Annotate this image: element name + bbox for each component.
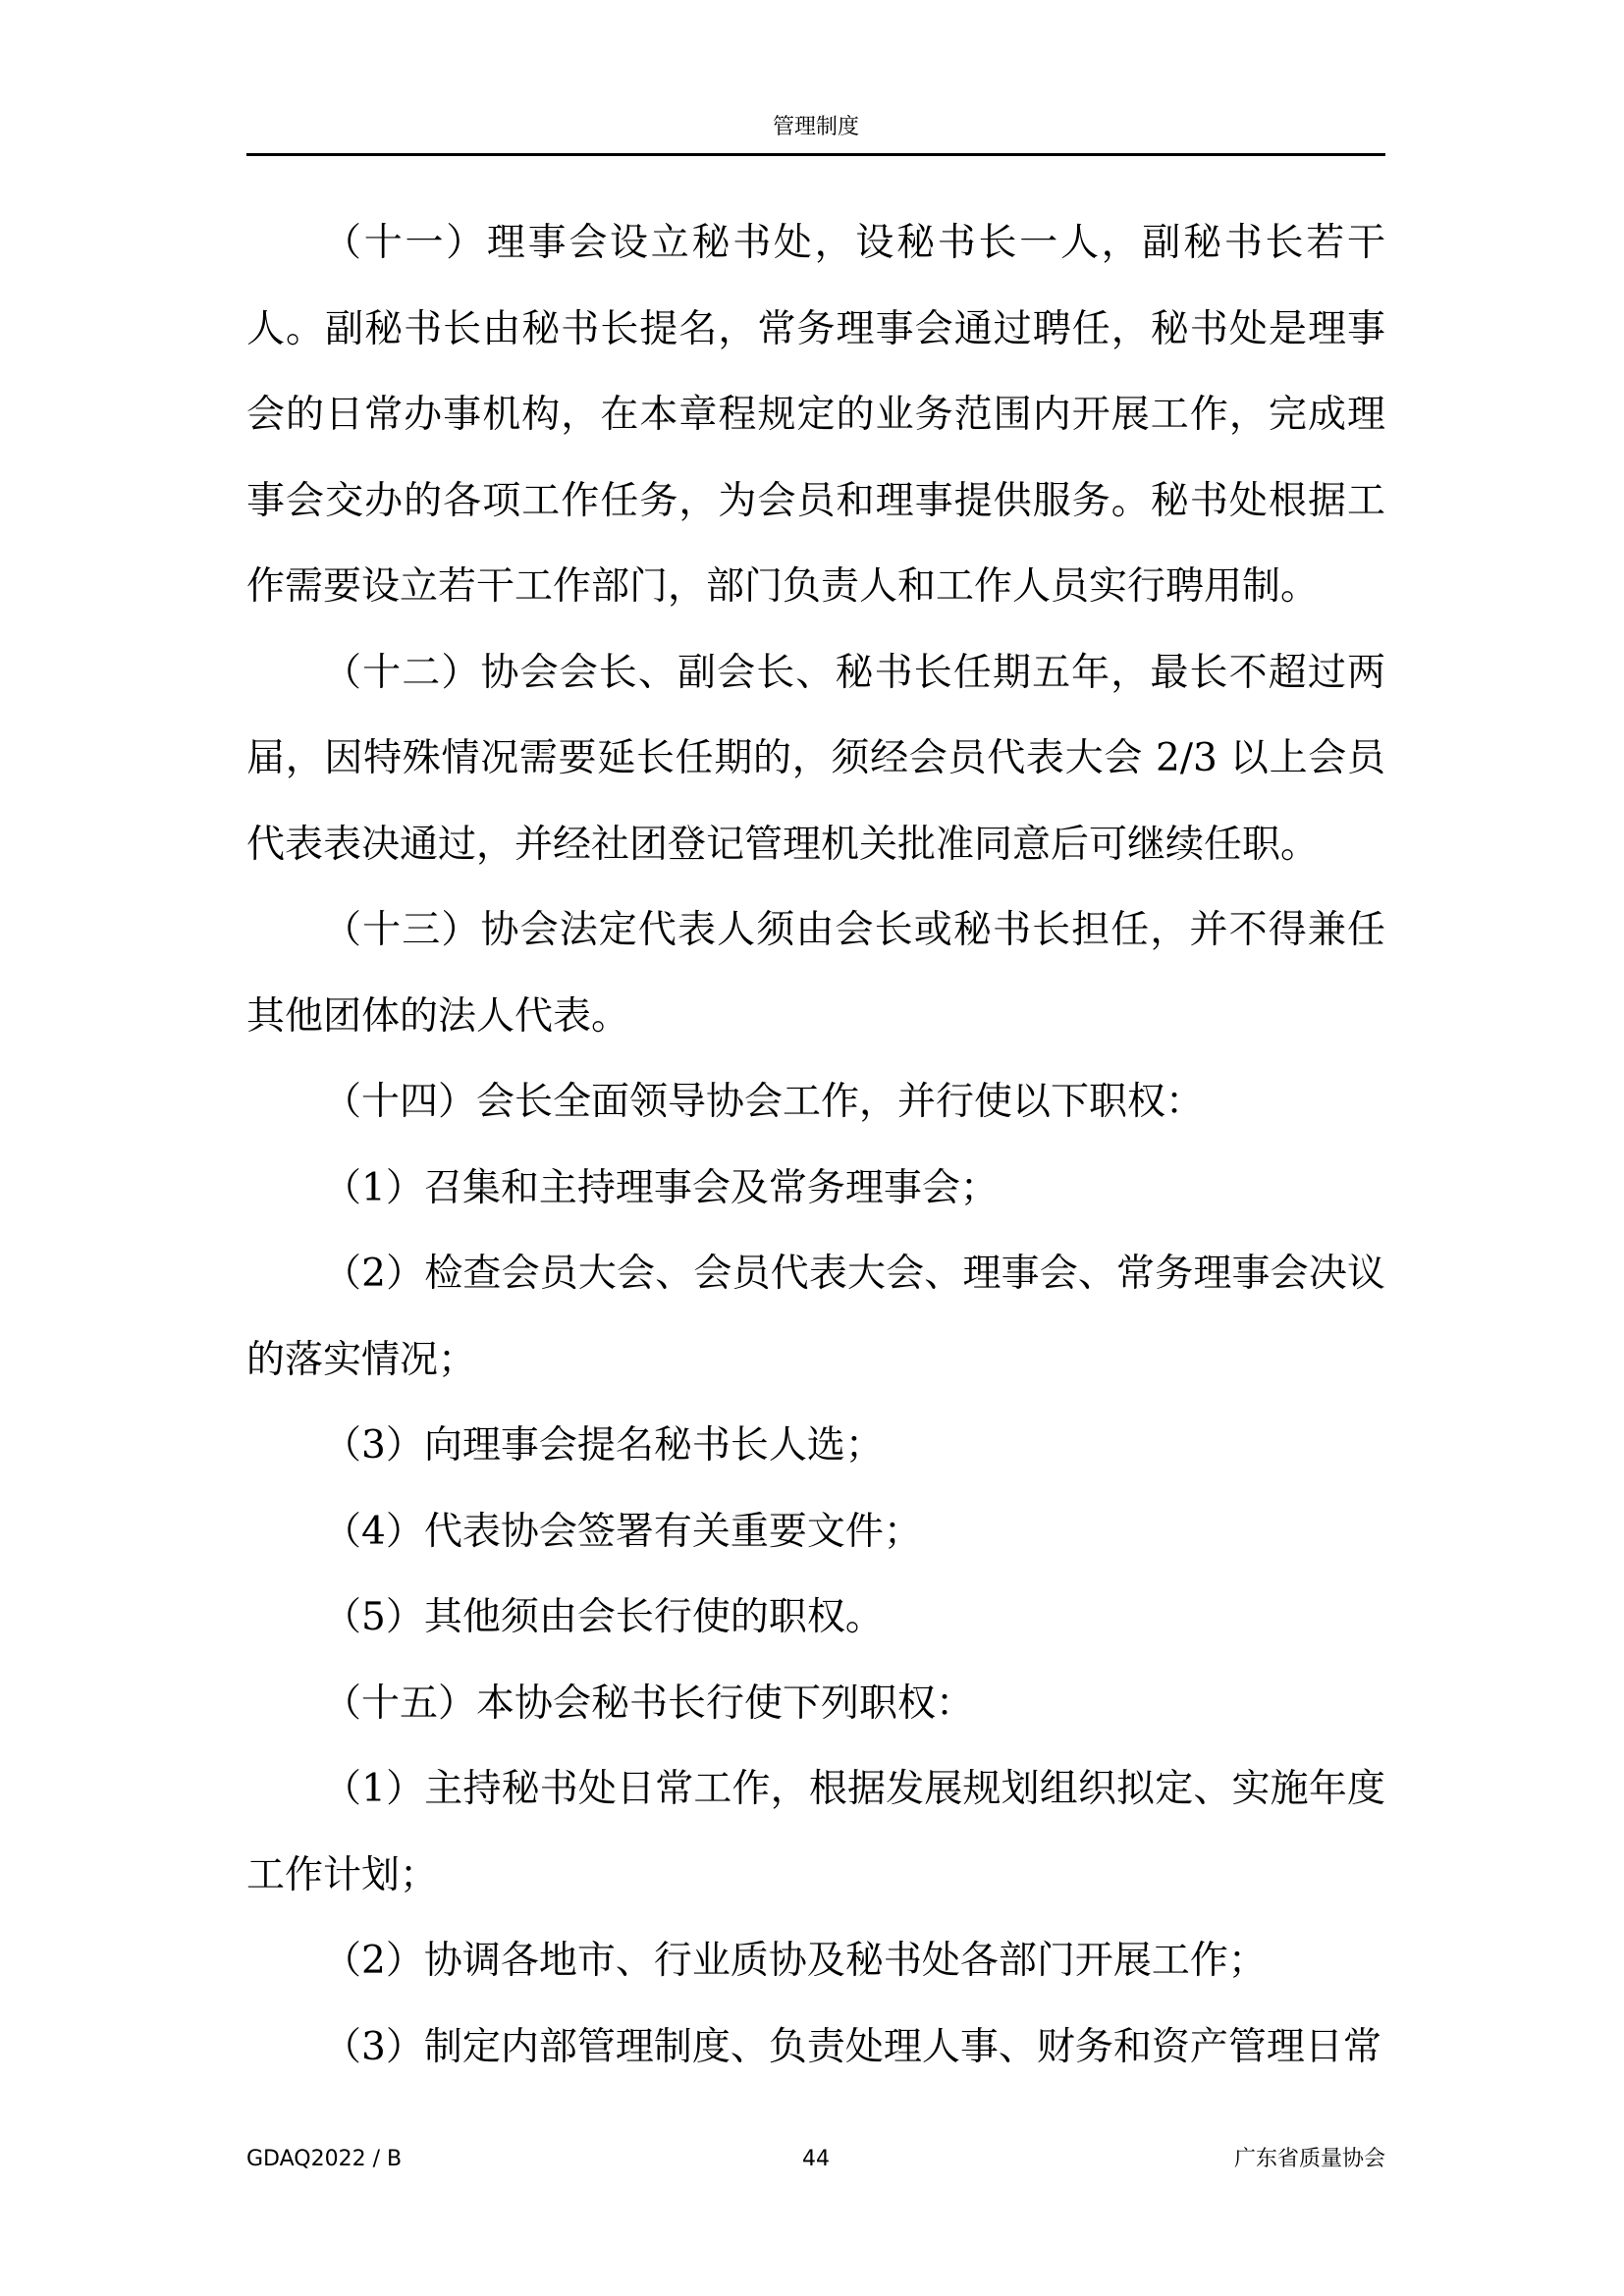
paragraph-15-item-1: （1）主持秘书处日常工作，根据发展规划组织拟定、实施年度工作计划；: [246, 1767, 1385, 1897]
paragraph-13: （十三）协会法定代表人须由会长或秘书长担任，并不得兼任其他团体的法人代表。: [246, 908, 1385, 1039]
paragraph-14-item-3: （3）向理事会提名秘书长人选；: [323, 1423, 884, 1468]
paragraph-15: （十五）本协会秘书长行使下列职权：: [323, 1681, 975, 1726]
paragraph-12: （十二）协会会长、副会长、秘书长任期五年，最长不超过两届，因特殊情况需要延长任期的，须经会员代表大会 2/3 以上会员代表表决通过，并经社团登记管理机关批准同意后可继续任职。: [246, 650, 1385, 867]
paragraph-14-item-2: （2）检查会员大会、会员代表大会、理事会、常务理事会决议的落实情况；: [246, 1252, 1385, 1382]
header-title: 管理制度: [772, 115, 859, 139]
footer-page-number: 44: [802, 2147, 830, 2171]
paragraph-14-item-5: （5）其他须由会长行使的职权。: [323, 1595, 884, 1639]
paragraph-15-item-2: （2）协调各地市、行业质协及秘书处各部门开展工作；: [323, 1939, 1267, 1983]
paragraph-11: （十一）理事会设立秘书处，设秘书长一人，副秘书长若干人。副秘书长由秘书长提名，常务理事会通过聘任，秘书处是理事会的日常办事机构，在本章程规定的业务范围内开展工作，完成理事会交办的各项工作任务，为会员和理事提供服务。秘书处根据工作需要设立若干工作部门，部门负责人和工作人员实行聘用制。: [246, 221, 1385, 609]
paragraph-14: （十四）会长全面领导协会工作，并行使以下职权：: [323, 1080, 1205, 1124]
paragraph-14-item-4: （4）代表协会签署有关重要文件；: [323, 1509, 922, 1554]
footer-organization: 广东省质量协会: [1233, 2147, 1385, 2171]
paragraph-14-item-1: （1）召集和主持理事会及常务理事会；: [323, 1165, 999, 1210]
page-header: [246, 108, 1385, 156]
document-body: [246, 200, 1385, 2090]
paragraph-15-item-3: （3）制定内部管理制度、负责处理人事、财务和资产管理日常: [323, 2024, 1381, 2069]
footer-doc-code: GDAQ2022 / B: [246, 2147, 403, 2171]
page-footer: [246, 2140, 1385, 2179]
